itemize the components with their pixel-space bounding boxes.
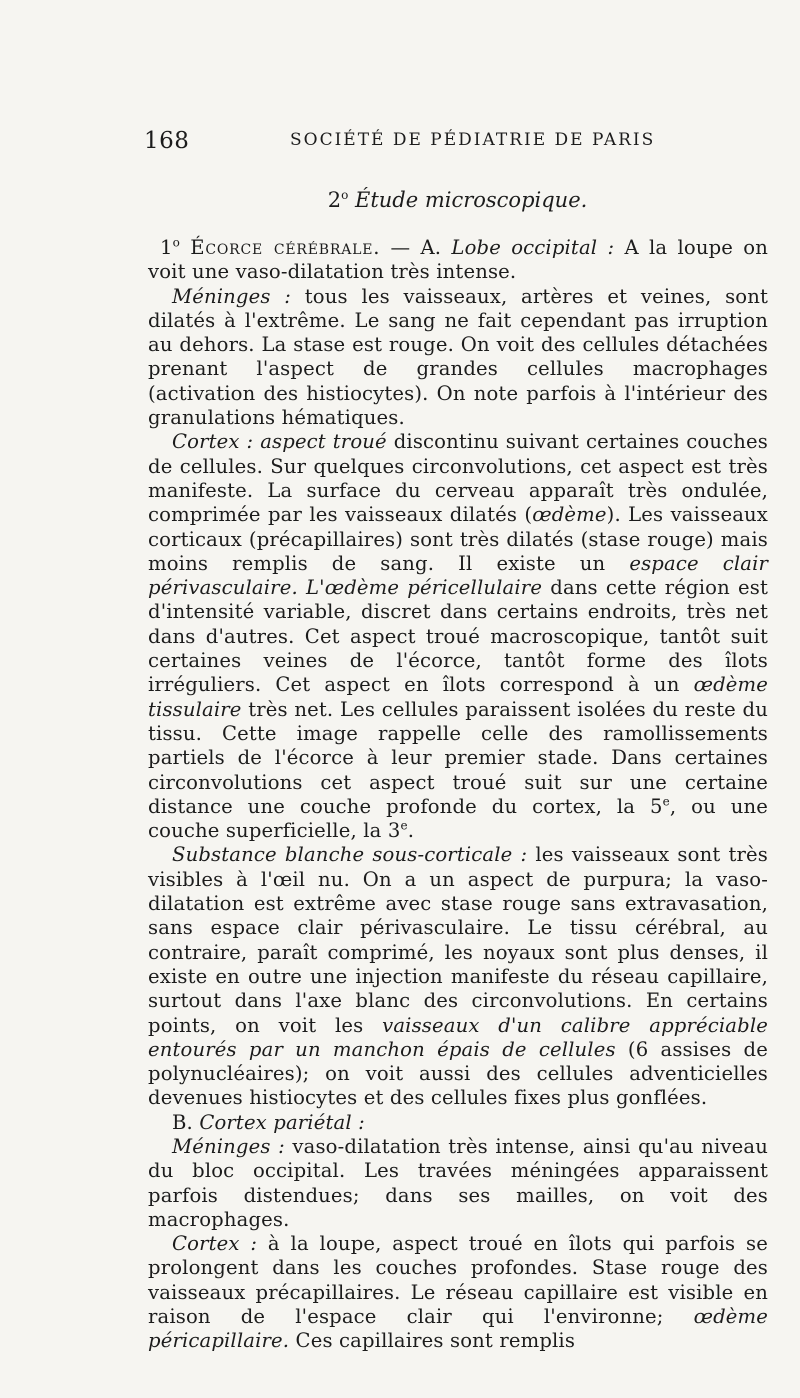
text-run: dans cette région est d'intensité variable, discret dans certains endroits, très net dans d'autres. Cet aspect troué macroscopique, tantôt suit certaines veines de l'écorce, tantôt forme des îlots irréguliers. Cet aspect en îlots correspond à un: [148, 576, 768, 697]
text-run: ). Les vaisseaux corticaux (précapillaires) sont très dilatés (stase rouge) mais moins remplis de sang. Il existe un: [148, 503, 769, 575]
text-run: à la loupe, aspect troué en îlots qui parfois se prolongent dans les couches profondes. Stase rouge des vaisseaux précapillaires. Le réseau capillaire est visible en raison de l'espace clair qui l'environne;: [148, 1232, 768, 1329]
meninges-label: Méninges :: [172, 284, 292, 308]
page-number: 168: [144, 128, 190, 154]
italic-run: œdème: [532, 503, 607, 527]
text-run: les vaisseaux sont très visibles à l'œil nu. On a un aspect de purpura; la vaso-dilatation est extrême avec stase rouge sans extravasation, sans espace clair périvasculaire. Le tissu cérébral, au contraire, paraît comprimé, les noyaux sont plus denses, il existe en outre une injection manifeste du réseau capillaire, surtout dans l'axe blanc des circonvolutions. En certains points, on voit les: [148, 843, 768, 1037]
paragraph-text: A la loupe on voit une vaso-dilatation très intense.: [148, 236, 768, 284]
page-header: [0, 122, 800, 162]
paragraph-meninges-occipital: [148, 285, 768, 431]
section-title: [0, 188, 800, 212]
text-run: discontinu suivant certaines couches de cellules. Sur quelques circonvolutions, cet aspect est très manifeste. La surface du cerveau apparaît très ondulée, comprimée par les vaisseaux dilatés (: [148, 430, 768, 527]
superscript: e: [662, 794, 670, 809]
subsection-heading: Écorce cérébrale.: [190, 236, 381, 259]
paragraph-cortex-occipital: [148, 430, 768, 843]
italic-run: œdème tissulaire: [148, 673, 768, 721]
text-run: , ou une couche superficielle, la 3: [148, 794, 768, 843]
paragraph-cortex-parietal: [148, 1232, 768, 1353]
body-text: [148, 236, 768, 1354]
text-run: .: [407, 819, 415, 843]
paragraph-ecorce: [148, 236, 768, 285]
italic-run: espace clair périvasculaire. L'œdème péricellulaire: [148, 551, 768, 600]
meninges-label: Méninges :: [172, 1134, 285, 1158]
section-title-text: Étude microscopique.: [354, 188, 588, 212]
paragraph-cortex-parietal-heading: [148, 1111, 768, 1135]
lobe-occipital-label: Lobe occipital :: [451, 236, 615, 259]
section-number: 2: [327, 188, 342, 212]
superscript: e: [400, 818, 408, 833]
subsection-dash: — A.: [380, 236, 452, 259]
subsection-number: 1: [160, 236, 173, 259]
text-run: très net. Les cellules paraissent isolées du reste du tissu. Cette image rappelle celle des ramollissements partiels de l'écorce à leur premier stade. Dans certaines circonvolutions cet aspect troué suit sur une certaine distance une couche profonde du cortex, la 5: [148, 697, 768, 818]
section-ordinal: o: [341, 188, 349, 202]
subsection-ordinal: o: [172, 235, 180, 250]
paragraph-text: vaso-dilatation très intense, ainsi qu'au niveau du bloc occipital. Les travées méningées apparaissent parfois distendues; dans ses mailles, on voit des macrophages.: [148, 1134, 768, 1231]
cortex-parietal-label: Cortex pariétal :: [199, 1110, 365, 1134]
subsection-prefix: B.: [172, 1110, 200, 1134]
italic-run: œdème péricapillaire.: [148, 1305, 768, 1353]
paragraph-meninges-parietal: [148, 1135, 768, 1232]
paragraph-text: tous les vaisseaux, artères et veines, sont dilatés à l'extrême. Le sang ne fait cependant pas irruption au dehors. La stase est rouge. On voit des cellules détachées prenant l'aspect de grandes cellules macrophages (activation des histiocytes). On note parfois à l'intérieur des granulations hématiques.: [148, 284, 769, 430]
text-run: Ces capillaires sont remplis: [289, 1329, 576, 1353]
cortex-label: Cortex :: [172, 1232, 258, 1256]
cortex-label: Cortex : aspect troué: [172, 430, 387, 454]
running-head: SOCIÉTÉ DE PÉDIATRIE DE PARIS: [290, 130, 656, 150]
italic-run: vaisseaux d'un calibre appréciable entourés par un manchon épais de cellules: [148, 1013, 768, 1061]
substance-blanche-label: Substance blanche sous-corticale :: [172, 843, 528, 867]
paragraph-substance-blanche: [148, 843, 768, 1110]
text-run: (6 assises de polynucléaires); on voit aussi des cellules adventicielles devenues histiocytes et des cellules fixes plus gonflées.: [148, 1037, 768, 1110]
